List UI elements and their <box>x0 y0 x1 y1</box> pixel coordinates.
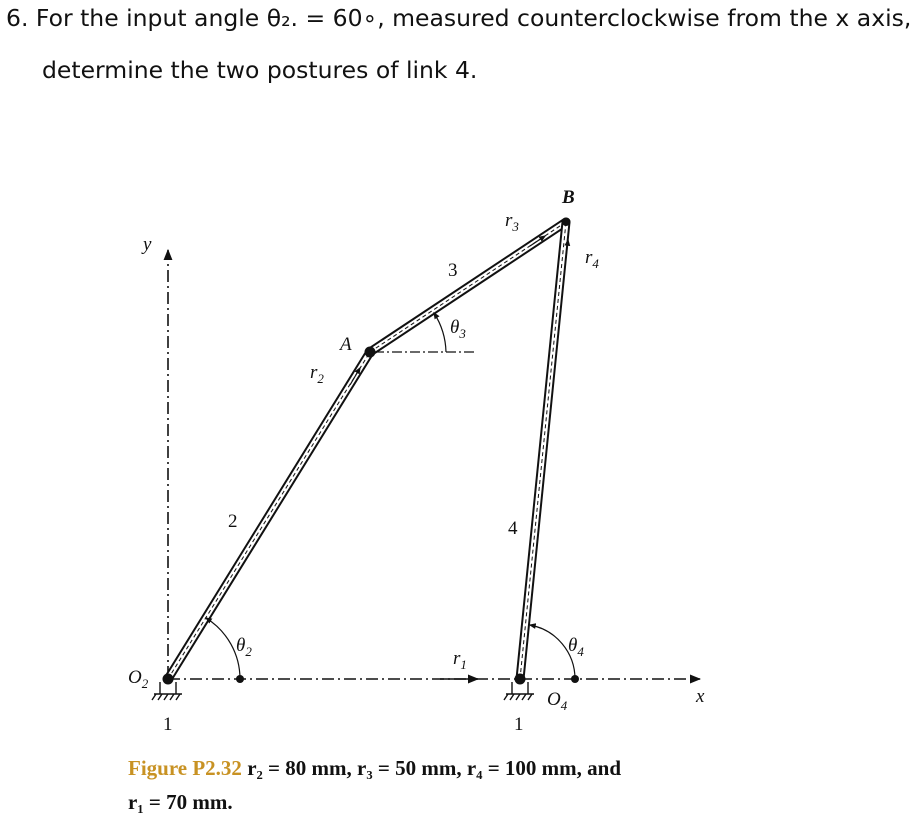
question-number: 6. <box>6 4 29 32</box>
link-2-label: 2 <box>228 511 238 532</box>
joint-O4 <box>515 674 526 685</box>
joint-B <box>562 218 570 226</box>
ground-left-label: 1 <box>163 714 173 735</box>
theta4-label: $\theta_4$ <box>568 635 584 659</box>
r4-label: $r_4$ <box>585 247 599 271</box>
point-theta2-end <box>236 675 244 683</box>
question-text-1: For the input angle θ₂. = 60∘, measured counterclockwise from the x axis, <box>35 4 912 32</box>
figure-caption-line-2 <box>128 790 233 815</box>
ground-symbol-O2 <box>152 682 182 700</box>
point-theta4-end <box>571 675 579 683</box>
B-label: B <box>562 187 575 208</box>
link-4-label: 4 <box>508 518 518 539</box>
r3-label: $r_3$ <box>505 210 519 234</box>
joint-O2 <box>163 674 174 685</box>
figure-caption-label: Figure P2.32 <box>128 756 242 780</box>
theta3-label: $\theta_3$ <box>450 317 466 341</box>
joint-A <box>365 347 376 358</box>
A-label: A <box>340 334 352 355</box>
question-text-2: determine the two postures of link 4. <box>42 56 478 84</box>
theta2-arc <box>206 618 240 679</box>
link-4 <box>520 222 566 679</box>
link-3-label: 3 <box>448 260 458 281</box>
ground-right-label: 1 <box>514 714 524 735</box>
theta2-label: $\theta_2$ <box>236 635 252 659</box>
figure-caption-text-1: r₂ = 80 mm, r₃ = 50 mm, r₄ = 100 mm, and <box>241 756 622 780</box>
r2-label: $r_2$ <box>310 362 324 386</box>
O2-label: $O_2$ <box>128 667 149 691</box>
x-axis-label: x <box>696 686 705 707</box>
link-2 <box>168 352 370 679</box>
y-axis-label: y <box>143 234 152 255</box>
theta3-arc <box>434 313 446 352</box>
O4-label: $O_4$ <box>547 689 568 713</box>
figure-caption-text-2: r₁ = 70 mm. <box>128 790 233 814</box>
ground-symbol-O4 <box>504 682 534 700</box>
r1-label: $r_1$ <box>453 648 467 672</box>
figure-caption-line-1 <box>128 756 621 781</box>
